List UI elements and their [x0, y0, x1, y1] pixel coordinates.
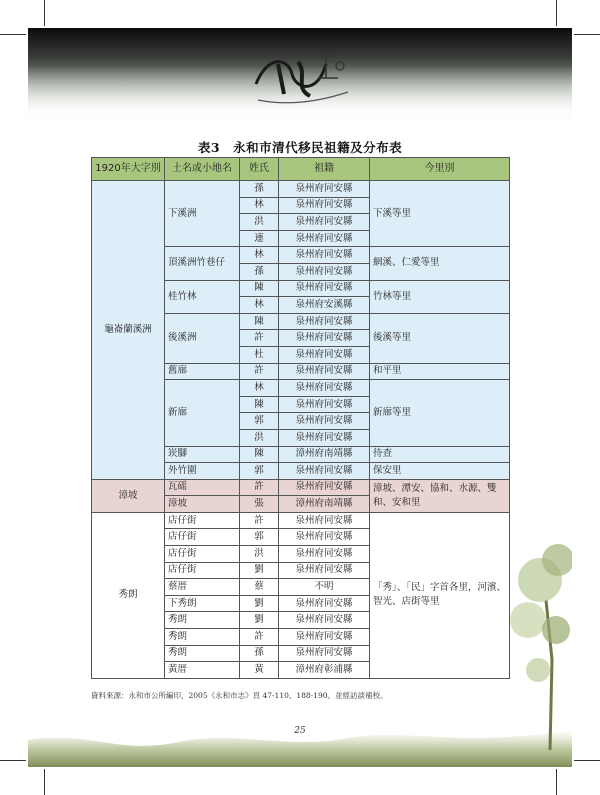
table-header-row [92, 158, 510, 181]
origin-cell: 漳州府南靖縣 [279, 496, 370, 513]
origin-cell: 泉州府同安縣 [279, 313, 370, 330]
origin-cell: 泉州府同安縣 [279, 380, 370, 397]
table-row [92, 181, 510, 198]
surname-cell: 洪 [240, 214, 279, 231]
surname-cell: 張 [240, 496, 279, 513]
origin-cell: 泉州府安溪縣 [279, 297, 370, 314]
district-cell: 龜崙蘭溪洲 [92, 181, 165, 480]
village-cell: 待查 [370, 446, 510, 463]
tree-illustration [500, 520, 572, 750]
place-cell: 黃厝 [165, 662, 240, 679]
place-cell: 店仔街 [165, 562, 240, 579]
origin-cell: 泉州府同安縣 [279, 363, 370, 380]
surname-cell: 陳 [240, 446, 279, 463]
village-cell: 「秀」、「民」字首各里，河濱、智光、店街等里 [370, 512, 510, 678]
origin-cell: 泉州府同安縣 [279, 263, 370, 280]
village-cell: 網溪、仁愛等里 [370, 247, 510, 280]
origin-cell: 泉州府同安縣 [279, 562, 370, 579]
surname-cell: 連 [240, 230, 279, 247]
surname-cell: 陳 [240, 396, 279, 413]
column-header: 祖籍 [279, 158, 370, 181]
crop-mark [0, 760, 26, 761]
place-cell: 秀朗 [165, 612, 240, 629]
place-cell: 新廍 [165, 380, 240, 446]
surname-cell: 洪 [240, 546, 279, 563]
origin-cell: 泉州府同安縣 [279, 629, 370, 646]
village-cell: 後溪等里 [370, 313, 510, 363]
table-row [92, 479, 510, 496]
place-cell: 崁腳 [165, 446, 240, 463]
place-cell: 後溪洲 [165, 313, 240, 363]
table-body [92, 181, 510, 679]
column-header: 姓氏 [240, 158, 279, 181]
column-header: 今里別 [370, 158, 510, 181]
place-cell: 店仔街 [165, 529, 240, 546]
place-cell: 店仔街 [165, 546, 240, 563]
crop-mark [44, 769, 45, 795]
surname-cell: 林 [240, 380, 279, 397]
surname-cell: 許 [240, 330, 279, 347]
surname-cell: 洪 [240, 429, 279, 446]
origin-cell: 泉州府同安縣 [279, 346, 370, 363]
surname-cell: 劉 [240, 612, 279, 629]
origin-cell: 漳州府南靖縣 [279, 446, 370, 463]
origin-cell: 泉州府同安縣 [279, 197, 370, 214]
column-header: 土名或小地名 [165, 158, 240, 181]
surname-cell: 林 [240, 247, 279, 264]
place-cell: 秀朗 [165, 629, 240, 646]
surname-cell: 郭 [240, 463, 279, 480]
crop-mark [44, 0, 45, 26]
district-cell: 秀朗 [92, 512, 165, 678]
village-cell: 漳坡、潭安、協和、水源、雙和、安和里 [370, 479, 510, 512]
table-caption: 表3 永和市清代移民祖籍及分布表 [197, 140, 403, 155]
origin-cell: 泉州府同安縣 [279, 595, 370, 612]
place-cell: 蔡厝 [165, 579, 240, 596]
village-cell: 下溪等里 [370, 181, 510, 247]
place-cell: 瓦磘 [165, 479, 240, 496]
surname-cell: 孫 [240, 181, 279, 198]
crop-mark [556, 0, 557, 26]
village-cell: 竹林等里 [370, 280, 510, 313]
origin-cell: 泉州府同安縣 [279, 429, 370, 446]
place-cell: 店仔街 [165, 512, 240, 529]
surname-cell: 許 [240, 512, 279, 529]
surname-cell: 郭 [240, 529, 279, 546]
origin-cell: 泉州府同安縣 [279, 214, 370, 231]
village-cell: 新廍等里 [370, 380, 510, 446]
place-cell: 外竹圍 [165, 463, 240, 480]
surname-cell: 劉 [240, 562, 279, 579]
origin-cell: 泉州府同安縣 [279, 529, 370, 546]
surname-cell: 蔡 [240, 579, 279, 596]
origin-cell: 泉州府同安縣 [279, 181, 370, 198]
calligraphy-logo [248, 44, 358, 108]
surname-cell: 劉 [240, 595, 279, 612]
crop-mark [556, 769, 557, 795]
page-number: 25 [294, 726, 306, 736]
origin-cell: 泉州府同安縣 [279, 479, 370, 496]
village-cell: 保安里 [370, 463, 510, 480]
place-cell: 下秀朗 [165, 595, 240, 612]
surname-cell: 許 [240, 629, 279, 646]
source-note: 資料來源：永和市公所編印，2005《永和市志》頁 47-110、188-190。並經訪談補校。 [91, 691, 388, 700]
origin-cell: 泉州府同安縣 [279, 280, 370, 297]
table-row [92, 512, 510, 529]
place-cell: 秀朗 [165, 645, 240, 662]
surname-cell: 林 [240, 197, 279, 214]
immigrant-origin-table [91, 157, 510, 679]
origin-cell: 漳州府彰浦縣 [279, 662, 370, 679]
surname-cell: 陳 [240, 313, 279, 330]
surname-cell: 陳 [240, 280, 279, 297]
place-cell: 頂溪洲竹巷仔 [165, 247, 240, 280]
surname-cell: 林 [240, 297, 279, 314]
surname-cell: 孫 [240, 645, 279, 662]
origin-cell: 不明 [279, 579, 370, 596]
origin-cell: 泉州府同安縣 [279, 645, 370, 662]
origin-cell: 泉州府同安縣 [279, 512, 370, 529]
surname-cell: 孫 [240, 263, 279, 280]
surname-cell: 黃 [240, 662, 279, 679]
place-cell: 漳坡 [165, 496, 240, 513]
surname-cell: 許 [240, 479, 279, 496]
origin-cell: 泉州府同安縣 [279, 463, 370, 480]
village-cell: 和平里 [370, 363, 510, 380]
crop-mark [0, 34, 26, 35]
column-header: 1920年大字別 [92, 158, 165, 181]
place-cell: 舊廍 [165, 363, 240, 380]
origin-cell: 泉州府同安縣 [279, 413, 370, 430]
origin-cell: 泉州府同安縣 [279, 546, 370, 563]
surname-cell: 杜 [240, 346, 279, 363]
crop-mark [574, 760, 600, 761]
origin-cell: 泉州府同安縣 [279, 396, 370, 413]
surname-cell: 許 [240, 363, 279, 380]
origin-cell: 泉州府同安縣 [279, 230, 370, 247]
district-cell: 漳坡 [92, 479, 165, 512]
surname-cell: 郭 [240, 413, 279, 430]
crop-mark [574, 34, 600, 35]
origin-cell: 泉州府同安縣 [279, 247, 370, 264]
origin-cell: 泉州府同安縣 [279, 612, 370, 629]
place-cell: 桂竹林 [165, 280, 240, 313]
place-cell: 下溪洲 [165, 181, 240, 247]
origin-cell: 泉州府同安縣 [279, 330, 370, 347]
